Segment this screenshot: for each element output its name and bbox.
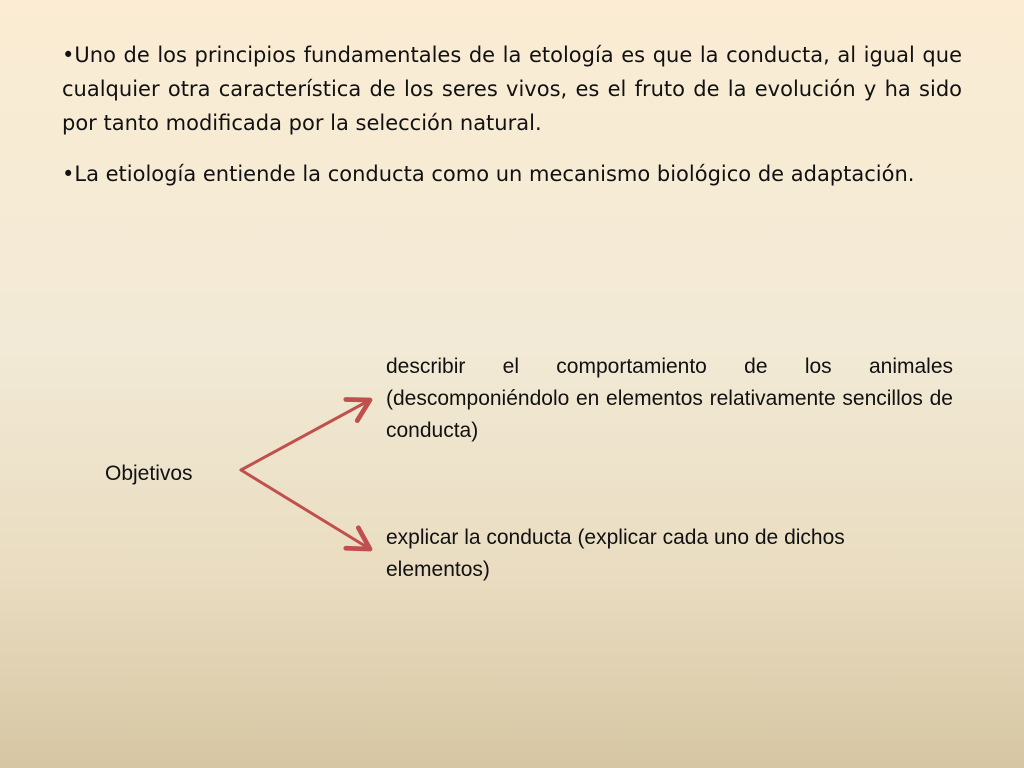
bullet-text: La etiología entiende la conducta como un mecanismo biológico de adaptación. [74, 162, 915, 186]
bullet-mark: • [62, 162, 75, 186]
arrow-down [241, 470, 370, 549]
target-text-describir: describir el comportamiento de los animales (descomponiéndolo en elementos relativamente sencillos de conducta) [386, 355, 953, 442]
bullet-item [62, 38, 962, 140]
target-text-explicar: explicar la conducta (explicar cada uno de dichos elementos) [386, 526, 845, 581]
objetivos-label: Objetivos [105, 462, 193, 485]
bullet-list [62, 38, 962, 208]
bullet-item [62, 157, 962, 191]
arrow-up [241, 400, 370, 470]
bullet-text: Uno de los principios fundamentales de la etología es que la conducta, al igual que cualquier otra característica de los seres vivos, es el fruto de la evolución y ha sido por tanto modificada por la selección natural. [62, 43, 962, 135]
bullet-mark: • [62, 43, 75, 67]
